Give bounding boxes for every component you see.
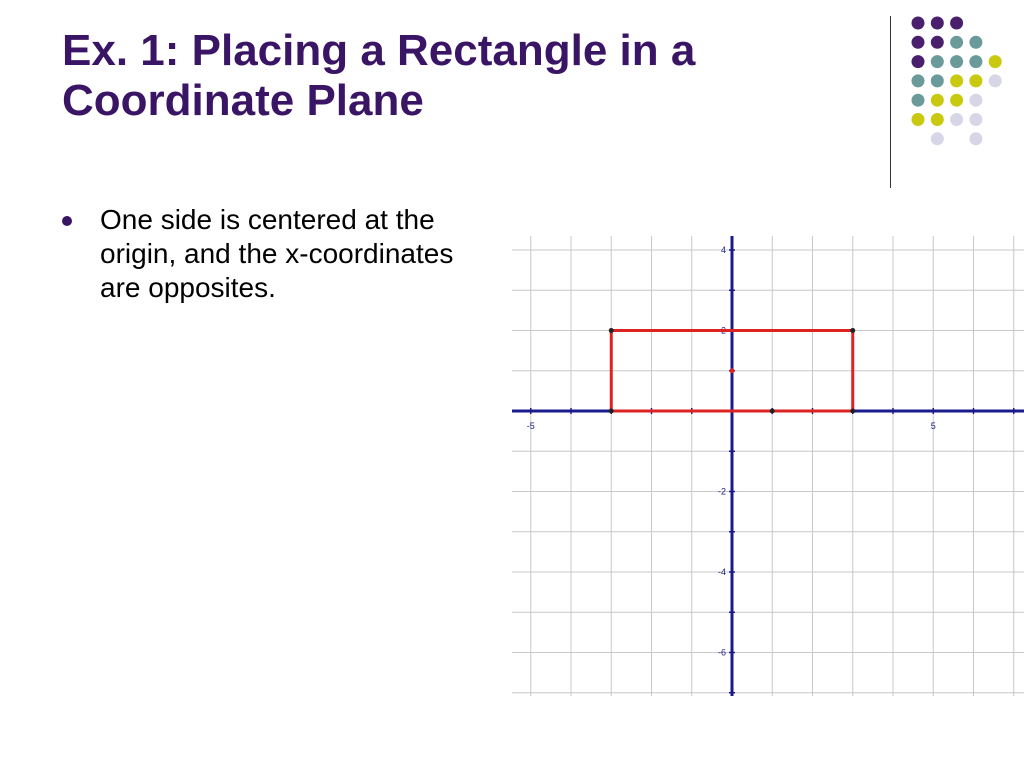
coordinate-plane <box>512 236 1024 696</box>
x-tick-label: -5 <box>526 421 535 431</box>
decorative-dot <box>969 74 982 87</box>
decorative-dot-grid <box>0 0 1024 200</box>
decorative-dot <box>989 55 1002 68</box>
decorative-dot <box>950 94 963 107</box>
y-tick-label: -4 <box>717 567 726 577</box>
decorative-dot <box>969 94 982 107</box>
decorative-dot <box>912 55 925 68</box>
data-point <box>730 368 735 373</box>
decorative-dot <box>931 113 944 126</box>
grid-lines <box>512 236 1024 696</box>
decorative-dot <box>950 74 963 87</box>
decorative-dot <box>931 74 944 87</box>
decorative-dot <box>969 55 982 68</box>
slide-title-line-2: Coordinate Plane <box>62 76 424 125</box>
x-tick-label: 5 <box>930 421 936 431</box>
decorative-dot <box>950 36 963 49</box>
decorative-dot <box>969 132 982 145</box>
decorative-dot <box>969 36 982 49</box>
y-tick-label: 4 <box>720 245 726 255</box>
slide-title-line-1: Ex. 1: Placing a Rectangle in a <box>62 26 696 75</box>
bullet-item <box>62 203 492 305</box>
decorative-dot <box>931 17 944 30</box>
decorative-dot <box>912 36 925 49</box>
decorative-dot <box>912 17 925 30</box>
data-point <box>609 328 614 333</box>
decorative-dot <box>950 55 963 68</box>
data-point <box>850 328 855 333</box>
decorative-dot <box>931 36 944 49</box>
bullet-dot-icon <box>62 216 72 226</box>
y-tick-label: -6 <box>717 647 726 658</box>
decorative-dot <box>931 94 944 107</box>
decorative-dot <box>950 17 963 30</box>
decorative-dot <box>950 113 963 126</box>
y-tick-label: 2 <box>720 325 726 336</box>
data-point <box>850 409 855 414</box>
decorative-dot <box>931 55 944 68</box>
decorative-dot <box>912 94 925 107</box>
data-point <box>609 409 614 414</box>
decorative-dot <box>931 132 944 145</box>
data-point <box>770 409 775 414</box>
decorative-dot <box>989 74 1002 87</box>
bullet-list <box>62 203 492 305</box>
decorative-dot <box>969 113 982 126</box>
y-tick-label: -2 <box>717 486 726 497</box>
decorative-dot <box>912 113 925 126</box>
decorative-dot <box>912 74 925 87</box>
bullet-text: One side is centered at the origin, and the x-coordinates are opposites. <box>100 204 454 303</box>
